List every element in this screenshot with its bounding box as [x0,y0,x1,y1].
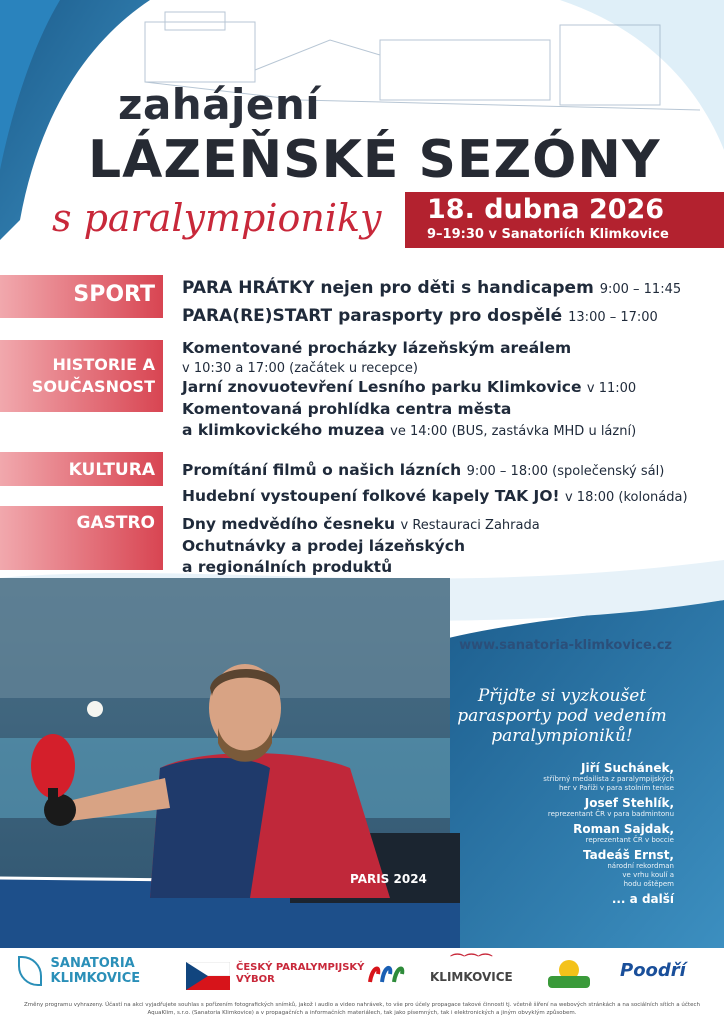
category-sport: SPORT [73,282,155,307]
program-item: Komentované procházky lázeňským areálem [182,339,572,357]
logo-sanatoria: SANATORIA KLIMKOVICE [18,956,140,986]
program-sport [182,275,681,331]
subtitle: s paralympioniky [52,196,382,240]
program-item: Ochutnávky a prodej lázeňských [182,537,466,555]
program-item: Promítání filmů o našich lázních 9:00 – 18:00 (společenský sál) [182,461,665,479]
program-kultura [182,458,688,510]
title-line1: zahájení [118,80,321,129]
program-item: PARA HRÁTKY nejen pro děti s handicapem 9:00 – 11:45 [182,278,682,298]
category-historie: HISTORIE A SOUČASNOST [31,355,155,396]
czech-flag-icon [186,962,230,994]
title-line2: LÁZEŇSKÉ SEZÓNY [88,130,661,190]
leaf-icon [18,956,42,986]
footer-disclaimer: Změny programu vyhrazeny. Účastí na akci vyjadřujete souhlas s pořízením fotografických snímků, jakož i audio a video nahrávek, to vše pro účely propagace takové činnosti tj. včetně šíření na webových stránkách a na sociálních sítích a účtech AquaKlim, s.r.o. (Sanatoria Klimkovice) a v propagačních a informačních materiálech, tak jako písemných, tak i elektronických a jiným obvyklým způsobem. [24,1002,700,1016]
event-date: 18. dubna 2026 [427,194,665,225]
athlete-name: Roman Sajdak, [573,822,674,836]
program-item: v 10:30 a 17:00 (začátek u recepce) [182,361,418,376]
athlete-name: Jiří Suchánek, [581,761,674,775]
program-historie [182,338,636,442]
table-label: PARIS 2024 [350,872,427,886]
category-gastro: GASTRO [76,513,155,533]
program-item: a klimkovického muzea ve 14:00 (BUS, zastávka MHD u lázní) [182,421,637,439]
logo-klimkovice: ⌒⌒⌒ KLIMKOVICE [430,954,513,984]
athlete-name: Tadeáš Ernst, [583,848,674,862]
program-item: Jarní znovuotevření Lesního parku Klimkovice v 11:00 [182,378,637,396]
athlete-name: Josef Stehlík, [584,796,674,810]
program-item: a regionálních produktů [182,558,393,576]
sun-village-icon [544,956,594,994]
athlete-more: ... a další [611,892,674,906]
logo-poodri: Poodří [620,960,686,981]
program-item: PARA(RE)START parasporty pro dospělé 13:00 – 17:00 [182,306,658,326]
paralympic-agitos-icon [366,960,406,992]
arches-icon: ⌒⌒⌒ [450,954,493,970]
program-gastro [182,514,540,578]
program-item: Hudební vystoupení folkové kapely TAK JO! v 18:00 (kolonáda) [182,487,688,505]
website-url[interactable]: www.sanatoria-klimkovice.cz [459,638,672,653]
logo-cpv: ČESKÝ PARALYMPIJSKÝ VÝBOR [236,962,365,985]
event-time-place: 9–19:30 v Sanatoriích Klimkovice [427,227,669,242]
category-kultura: KULTURA [68,460,155,480]
athletes-list: Jiří Suchánek, stříbrný medailista z paralympijských her v Paříži v para stolním tenise Josef Stehlík, reprezentant ČR v para badmintonu Roman Sajdak, reprezentant ČR v boccie Tadeáš Ernst, národní rekordman ve vrhu koulí a hodu oštěpem ... a další [500,758,674,906]
logos-row [0,948,724,1000]
date-box [405,192,724,248]
program-item: Dny medvědího česneku v Restauraci Zahrada [182,515,540,533]
program-item: Komentovaná prohlídka centra města [182,400,512,418]
invite-text: Přijďte si vyzkoušet parasporty pod vedením paralympioniků! [457,686,667,746]
